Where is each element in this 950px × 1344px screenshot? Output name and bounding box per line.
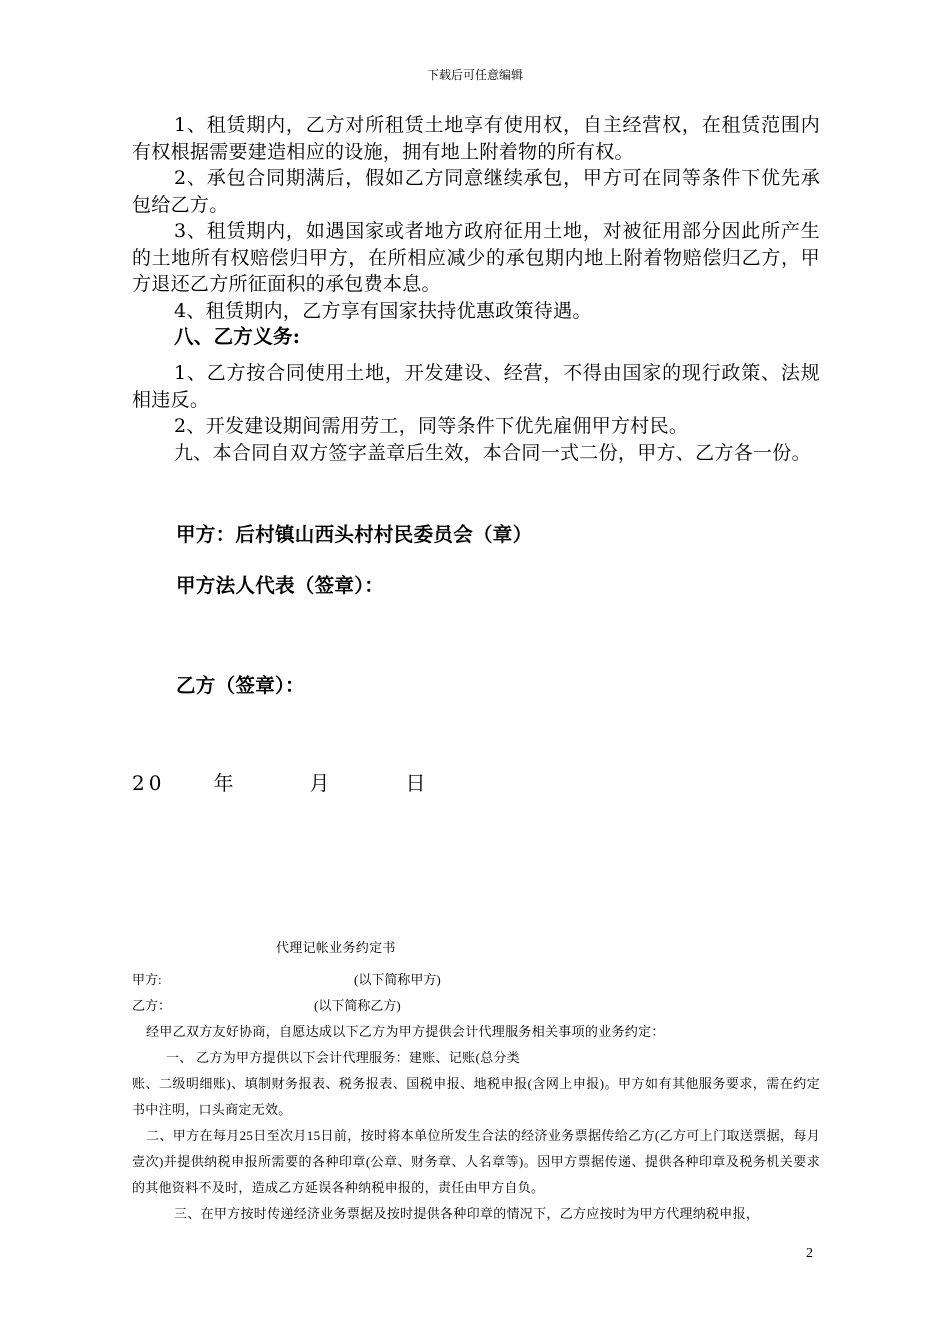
duties-item: 九、本合同自双方签字盖章后生效，本合同一式二份，甲方、乙方各一份。 [174, 441, 811, 464]
party-a-rep-signature: 甲方法人代表（签章）： [176, 574, 385, 597]
rights-section [132, 112, 820, 324]
page-header: 下载后可任意编辑 [426, 68, 523, 82]
rights-item: 3、租赁期内，如遇国家或者地方政府征用土地，对被征用部分因此所产生的土地所有权赔偿归甲方，在所相应减少的承包期内地上附着物赔偿归乙方，甲方退还乙方所征面积的承包费本息。 [132, 220, 820, 295]
agreement-title: 代理记帐业务约定书 [276, 940, 396, 955]
party-b-signature: 乙方（签章）： [176, 674, 305, 697]
rights-item: 2、承包合同期满后，假如乙方同意继续承包，甲方可在同等条件下优先承包给乙方。 [132, 167, 820, 216]
agreement-party-a: 甲方: (以下简称甲方) [132, 972, 441, 987]
agreement-party-b: 乙方： (以下简称乙方) [132, 998, 401, 1013]
agreement-item-1-rest: 账、二级明细账)、填制财务报表、税务报表、国税申报、地税申报(含网上申报)。甲方如有其他服务要求，需在约定书中注明，口头商定无效。 [132, 1076, 820, 1117]
agreement-body [132, 1019, 820, 1227]
section-8-title: 八、乙方义务: [174, 325, 301, 348]
duties-item: 1、乙方按合同使用土地，开发建设、经营，不得由国家的现行政策、法规相违反。 [132, 362, 820, 411]
agreement-item-3: 三、在甲方按时传递经济业务票据及按时提供各种印章的情况下，乙方应按时为甲方代理纳税申报， [174, 1206, 760, 1221]
agreement-intro: 经甲乙双方友好协商，自愿达成以下乙方为甲方提供会计代理服务相关事项的业务约定： [146, 1024, 665, 1039]
duties-item: 2、开发建设期间需用劳工，同等条件下优先雇佣甲方村民。 [174, 415, 689, 437]
rights-item: 4、租赁期内，乙方享有国家扶持优惠政策待遇。 [174, 299, 592, 322]
agreement-item-1-first: 一、 乙方为甲方提供以下会计代理服务：建账、记账(总分类 [166, 1050, 520, 1065]
date-line: 20 年 月 日 [132, 771, 430, 795]
page-number: 2 [806, 1246, 813, 1261]
rights-item: 1、租赁期内，乙方对所租赁土地享有使用权，自主经营权，在租赁范围内有权根据需要建造相应的设施，拥有地上附着物的所有权。 [132, 114, 820, 163]
agreement-item-2: 二、甲方在每月25日至次月15日前，按时将本单位所发生合法的经济业务票据传给乙方(乙方可上门取送票据，每月壹次)并提供纳税申报所需要的各种印章(公章、财务章、人名章等)。因甲方票据传递、提供各种印章及税务机关要求的其他资料不及时，造成乙方延误各种纳税申报的，责任由甲方自负。 [132, 1128, 820, 1195]
duties-section [132, 360, 820, 466]
party-a-signature: 甲方：后村镇山西头村村民委员会（章） [176, 523, 533, 546]
